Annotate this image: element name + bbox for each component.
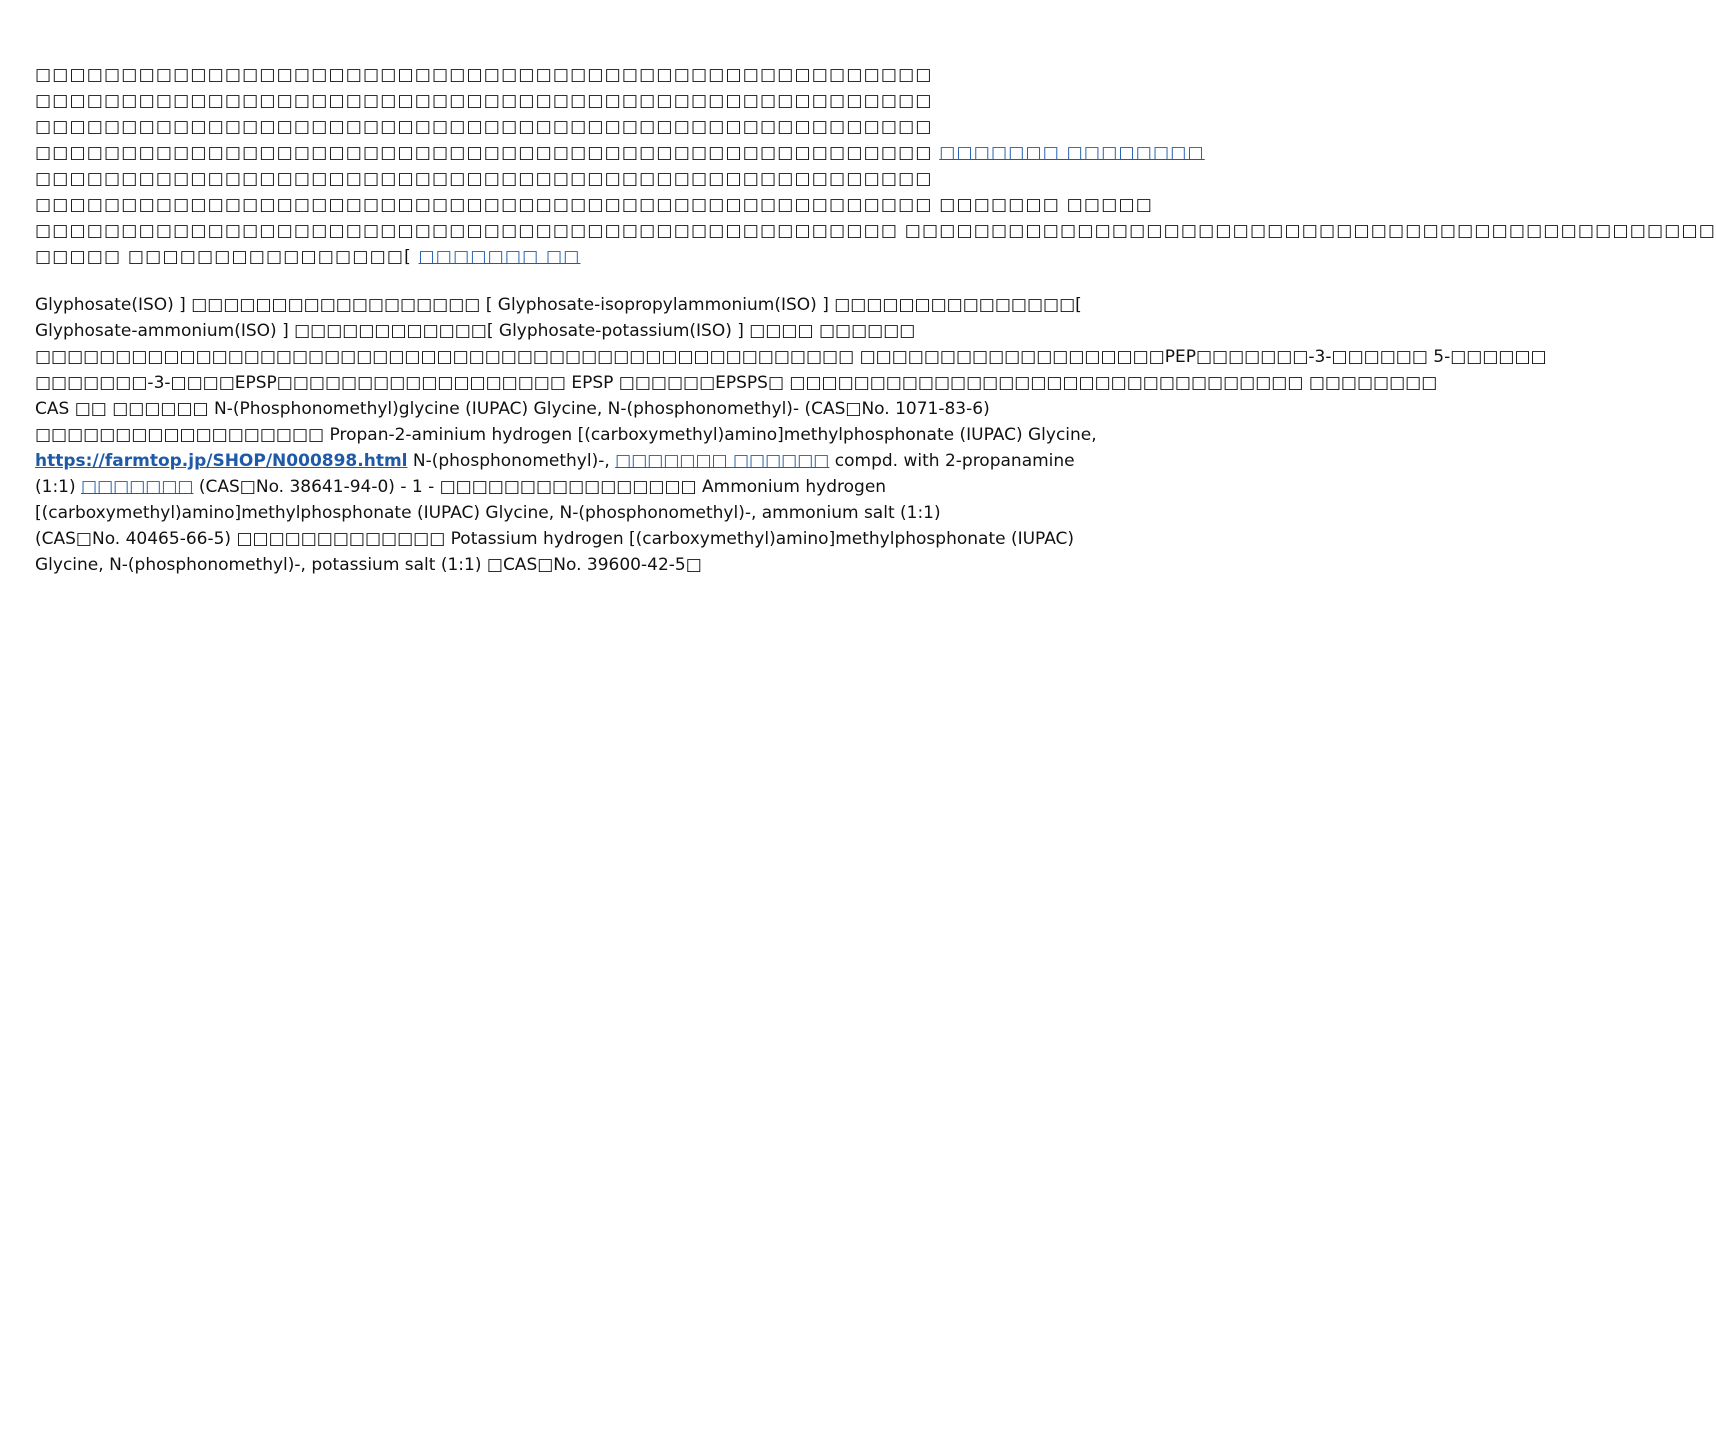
inline-link[interactable]: □□□□□□□ □□: [418, 247, 581, 267]
text-line: □□□□□□□-3-□□□□EPSP□□□□□□□□□□□□□□□□□□ EPSP □□□□□□EPSPS□ □□□□□□□□□□□□□□□□□□□□□□□□□□□□□□□□ □□□□□□□□: [35, 373, 1438, 393]
text-line: (CAS□No. 40465-66-5) □□□□□□□□□□□□□ Potassium hydrogen [(carboxymethyl)amino]methylphosphonate (IUPAC): [35, 529, 1075, 549]
text-line: □□□□□□□□□□□□□□□□□□□□□□□□□□□□□□□□□□□□□□□□□□□□□□□□□□□□: [35, 91, 933, 111]
text-line: Glyphosate-ammonium(ISO) ] □□□□□□□□□□□□[ Glyphosate-potassium(ISO) ] □□□□ □□□□□□: [35, 321, 916, 341]
inline-link[interactable]: □□□□□□□ □□□□□□□□: [939, 143, 1205, 163]
text-line-with-link: □□□□□□□□□□□□□□□□□□□□□□□□□□□□□□□□□□□□□□□□□□□□□□□□□□□□ □□□□□□□ □□□□□□□□: [35, 143, 1205, 163]
text-line: CAS □□ □□□□□□ N-(Phosphonomethyl)glycine (IUPAC) Glycine, N-(phosphonomethyl)- (CAS□No. 1071-83-6): [35, 399, 990, 419]
text-line: [(carboxymethyl)amino]methylphosphonate (IUPAC) Glycine, N-(phosphonomethyl)-, ammonium salt (1:1): [35, 503, 941, 523]
text-line: Glyphosate(ISO) ] □□□□□□□□□□□□□□□□□□ [ Glyphosate-isopropylammonium(ISO) ] □□□□□□□□□□□□□□□[: [35, 295, 1082, 315]
farmtop-url-link[interactable]: https://farmtop.jp/SHOP/N000898.html: [35, 451, 408, 471]
text-line: □□□□□□□□□□□□□□□□□□□□□□□□□□□□□□□□□□□□□□□□□□□□□□□□□□□□: [35, 117, 933, 137]
text-line: □□□□□□□□□□□□□□□□□□□□□□□□□□□□□□□□□□□□□□□□□□□□□□□□□□□□ □□□□□□□ □□□□□: [35, 195, 1153, 215]
text-line-with-link: □□□□□ □□□□□□□□□□□□□□□□[ □□□□□□□ □□: [35, 247, 581, 267]
text-line: □□□□□□□□□□□□□□□□□□□□□□□□□□□□□□□□□□□□□□□□□□□□□□□□□□□□: [35, 169, 933, 189]
inline-link[interactable]: □□□□□□□ □□□□□□: [615, 451, 830, 471]
text-line: □□□□□□□□□□□□□□□□□□□□□□□□□□□□□□□□□□□□□□□□□□□□□□□□□□□□: [35, 65, 933, 85]
text-line: □□□□□□□□□□□□□□□□□□□□□□□□□□□□□□□□□□□□□□□□□□□□□□□□□□□ □□□□□□□□□□□□□□□□□□□PEP□□□□□□□-3-□□□□□□ 5-□□□□□□: [35, 347, 1547, 367]
inline-link[interactable]: □□□□□□□: [81, 477, 194, 497]
text-line: □□□□□□□□□□□□□□□□□□□□□□□□□□□□□□□□□□□□□□□□□□□□□□□□□□ □□□□□□□□□□□□□□□□□□□□□□□□□□□□□□□□□□□□□□□□□□□□□□□: [35, 221, 1716, 241]
text-line: Glycine, N-(phosphonomethyl)-, potassium salt (1:1) □CAS□No. 39600-42-5□: [35, 555, 702, 575]
text-line-with-link: (1:1) □□□□□□□ (CAS□No. 38641-94-0) - 1 - □□□□□□□□□□□□□□□□ Ammonium hydrogen: [35, 477, 887, 497]
placeholder-glyph-paragraph: [35, 62, 1716, 270]
glyphosate-paragraph: [35, 292, 1547, 578]
document-page: [35, 62, 1716, 578]
text-line: □□□□□□□□□□□□□□□□□□ Propan-2-aminium hydrogen [(carboxymethyl)amino]methylphosphonate (IUPAC) Glycine,: [35, 425, 1097, 445]
text-line-with-links: https://farmtop.jp/SHOP/N000898.html N-(phosphonomethyl)-, □□□□□□□ □□□□□□ compd. with 2-propanamine: [35, 451, 1075, 471]
